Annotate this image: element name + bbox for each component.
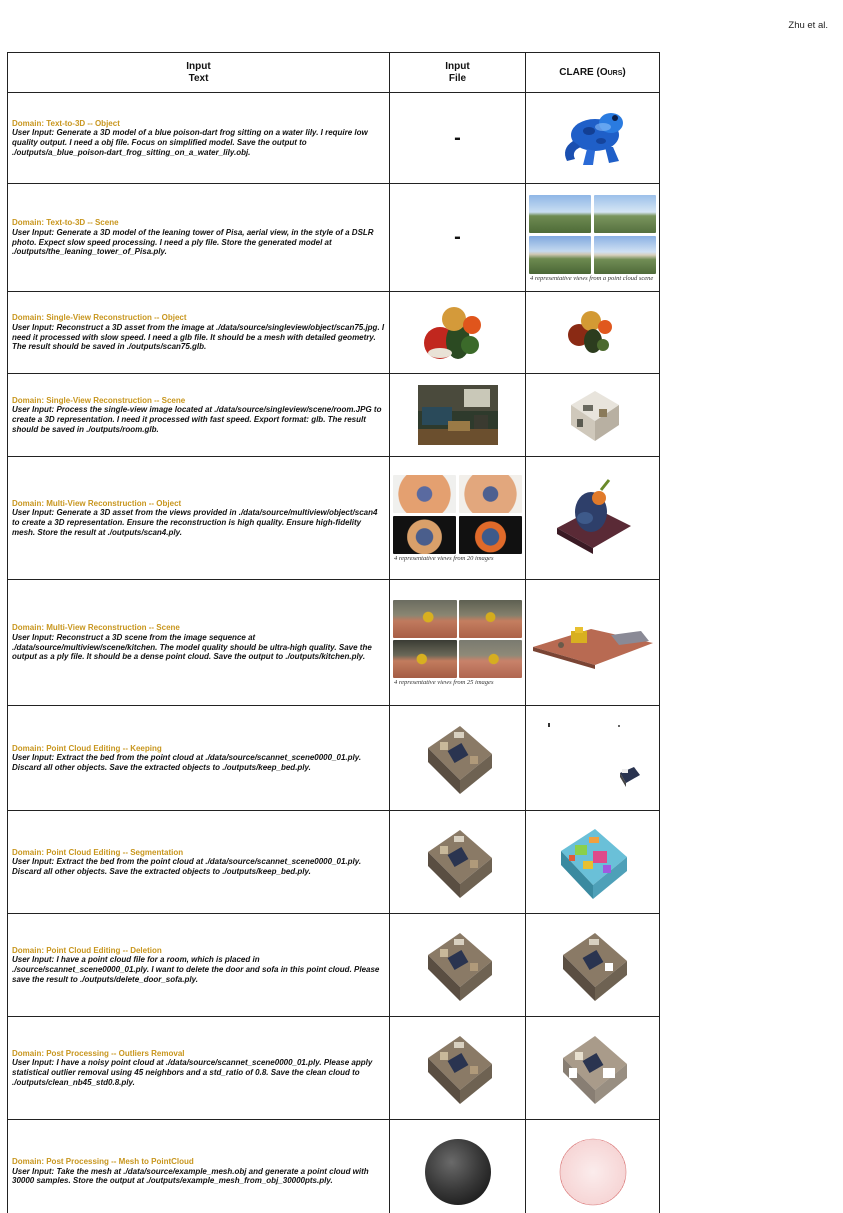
room-pointcloud bbox=[420, 718, 496, 798]
prompt-cell bbox=[8, 1120, 390, 1213]
input-file-cell bbox=[390, 93, 526, 184]
user-input-text: User Input: Generate a 3D asset from the views provided in ./data/source/multiview/object/scan4 to create a 3D representation. Ensure the reconstruction is high quality. Ensure high-fidelity mesh. Store the result at ./outputs/scan4.ply. bbox=[12, 508, 378, 537]
kitchen-view bbox=[459, 600, 523, 638]
output-cell bbox=[526, 457, 660, 580]
no-input-dash: - bbox=[454, 226, 461, 248]
pointcloud-sphere bbox=[557, 1136, 629, 1208]
prompt-cell bbox=[8, 1017, 390, 1120]
input-file-cell bbox=[390, 292, 526, 374]
domain-label: Domain: Multi-View Reconstruction -- Object bbox=[12, 498, 182, 508]
kitchen-view bbox=[393, 640, 457, 678]
header-input-file: Input File bbox=[390, 53, 526, 93]
output-cell bbox=[526, 184, 660, 292]
mesh-sphere bbox=[422, 1136, 494, 1208]
prompt-cell bbox=[8, 457, 390, 580]
output-cell bbox=[526, 580, 660, 706]
user-input-text: User Input: I have a noisy point cloud at ./data/source/scannet_scene0000_01.ply. Please apply statistical outlier removal using 45 neighbors and a std_ratio of 0.8. Save the clean cloud to ./outputs/clean_nb45_std0.8.ply. bbox=[12, 1058, 373, 1087]
table-row bbox=[8, 93, 660, 184]
views-caption: 4 representative views from a point cloud scene bbox=[530, 274, 654, 282]
running-head: Zhu et al. bbox=[788, 20, 828, 31]
views-caption: 4 representative views from 25 images bbox=[394, 679, 494, 686]
user-input-text: User Input: Reconstruct a 3D asset from the image at ./data/source/singleview/object/scan75.jpg. I need it processed with slow speed. I need a glb file. It should be a mesh with detailed geometry. The result should be saved in ./outputs/scan75.glb. bbox=[12, 322, 385, 352]
views-grid bbox=[390, 473, 525, 554]
user-input-text: User Input: Process the single-view image located at ./data/source/singleview/scene/room.JPG to create a 3D representation. I need it processed with fast speed. Export format: glb. The result should be saved in ./outputs/room.glb. bbox=[12, 405, 382, 434]
room-deleted bbox=[555, 925, 631, 1005]
table-row bbox=[8, 1017, 660, 1120]
kitchen-render bbox=[531, 613, 655, 673]
output-cell bbox=[526, 811, 660, 914]
table-row bbox=[8, 1120, 660, 1213]
table-row bbox=[8, 914, 660, 1017]
room-pointcloud bbox=[420, 822, 496, 902]
user-input-text: User Input: Extract the bed from the point cloud at ./data/source/scannet_scene0000_01.ply. Discard all other objects. Save the extracted objects to ./outputs/keep_bed.ply. bbox=[12, 753, 362, 772]
output-cell bbox=[526, 1120, 660, 1213]
input-file-cell bbox=[390, 457, 526, 580]
scene-view bbox=[594, 195, 656, 233]
input-file-cell bbox=[390, 374, 526, 457]
domain-label: Domain: Multi-View Reconstruction -- Scene bbox=[12, 623, 180, 633]
views-grid bbox=[390, 598, 525, 678]
table-row bbox=[8, 811, 660, 914]
results-table bbox=[7, 52, 660, 1213]
prompt-cell bbox=[8, 184, 390, 292]
input-file-cell bbox=[390, 914, 526, 1017]
table-row bbox=[8, 580, 660, 706]
views-caption: 4 representative views from 20 images bbox=[394, 555, 494, 562]
output-cell bbox=[526, 706, 660, 811]
scene-view bbox=[529, 195, 591, 233]
room-render bbox=[561, 385, 625, 445]
input-file-cell bbox=[390, 580, 526, 706]
table-row bbox=[8, 292, 660, 374]
domain-label: Domain: Text-to-3D -- Object bbox=[12, 118, 120, 128]
frog-render bbox=[553, 105, 633, 171]
room-photo bbox=[418, 385, 498, 445]
header-clare: CLARE (Ours) bbox=[526, 53, 660, 93]
object-render bbox=[551, 478, 635, 558]
domain-label: Domain: Single-View Reconstruction -- Scene bbox=[12, 395, 186, 405]
room-pointcloud bbox=[420, 1028, 496, 1108]
scene-view bbox=[594, 236, 656, 274]
domain-label: Domain: Point Cloud Editing -- Segmentation bbox=[12, 847, 184, 857]
table-row bbox=[8, 706, 660, 811]
user-input-text: User Input: Generate a 3D model of the leaning tower of Pisa, aerial view, in the style of a DSLR photo. Expect slow speed processing. I need a ply file. Store the generated model at ./outputs/the_leaning_tower_of_Pisa.ply. bbox=[12, 227, 374, 257]
domain-label: Domain: Point Cloud Editing -- Deletion bbox=[12, 945, 162, 955]
room-pointcloud bbox=[420, 925, 496, 1005]
output-cell bbox=[526, 292, 660, 374]
room-cleaned bbox=[555, 1028, 631, 1108]
object-view bbox=[459, 516, 522, 554]
input-file-cell bbox=[390, 811, 526, 914]
domain-label: Domain: Post Processing -- Mesh to PointCloud bbox=[12, 1157, 194, 1167]
domain-label: Domain: Post Processing -- Outliers Removal bbox=[12, 1048, 185, 1058]
header-input-text: Input Text bbox=[8, 53, 390, 93]
header-row bbox=[8, 53, 660, 93]
input-file-cell bbox=[390, 706, 526, 811]
object-view bbox=[393, 475, 456, 513]
bed-extracted bbox=[538, 713, 648, 803]
fruit-photo bbox=[420, 301, 496, 365]
input-file-cell bbox=[390, 184, 526, 292]
table-row bbox=[8, 374, 660, 457]
no-input-dash: - bbox=[454, 126, 461, 149]
prompt-cell bbox=[8, 93, 390, 184]
output-cell bbox=[526, 93, 660, 184]
table-row bbox=[8, 184, 660, 292]
user-input-text: User Input: Take the mesh at ./data/source/example_mesh.obj and generate a point cloud with 30000 samples. Store the output at ./outputs/example_mesh_from_obj_30000pts.ply. bbox=[12, 1166, 369, 1186]
fruit-render bbox=[561, 305, 625, 361]
domain-label: Domain: Text-to-3D -- Scene bbox=[12, 218, 119, 228]
user-input-text: User Input: I have a point cloud file for a room, which is placed in ./source/scannet_scene0000_01.ply. I want to delete the door and sofa in this point cloud. Please save the result to ./outputs/delete_door_sofa.ply. bbox=[12, 955, 380, 984]
user-input-text: User Input: Extract the bed from the point cloud at ./data/source/scannet_scene0000_01.ply. Discard all other objects. Save the extracted objects to ./outputs/keep_bed.ply. bbox=[12, 857, 362, 876]
domain-label: Domain: Point Cloud Editing -- Keeping bbox=[12, 743, 162, 753]
output-cell bbox=[526, 914, 660, 1017]
domain-label: Domain: Single-View Reconstruction -- Object bbox=[12, 313, 187, 323]
prompt-cell bbox=[8, 914, 390, 1017]
kitchen-view bbox=[459, 640, 523, 678]
prompt-cell bbox=[8, 580, 390, 706]
prompt-cell bbox=[8, 292, 390, 374]
output-cell bbox=[526, 374, 660, 457]
object-view bbox=[393, 516, 456, 554]
segmented-room bbox=[553, 821, 633, 903]
input-file-cell bbox=[390, 1017, 526, 1120]
prompt-cell bbox=[8, 374, 390, 457]
output-cell bbox=[526, 1017, 660, 1120]
user-input-text: User Input: Reconstruct a 3D scene from the image sequence at ./data/source/multiview/scene/kitchen. The model quality should be ultra-high quality. Save the output as a ply file. It should be a dense point cloud. Save the output to ./outputs/kitchen.ply. bbox=[12, 632, 372, 662]
scene-view bbox=[529, 236, 591, 274]
table-row bbox=[8, 457, 660, 580]
views-grid bbox=[526, 193, 659, 274]
object-view bbox=[459, 475, 522, 513]
prompt-cell bbox=[8, 811, 390, 914]
user-input-text: User Input: Generate a 3D model of a blue poison-dart frog sitting on a water lily. I require low quality output. I need a obj file. Focus on simplified model. Save the output to ./outputs/a_blue_poison-dart_frog_sitting_on_a_water_lily.obj. bbox=[12, 128, 368, 157]
kitchen-view bbox=[393, 600, 457, 638]
prompt-cell bbox=[8, 706, 390, 811]
input-file-cell bbox=[390, 1120, 526, 1213]
